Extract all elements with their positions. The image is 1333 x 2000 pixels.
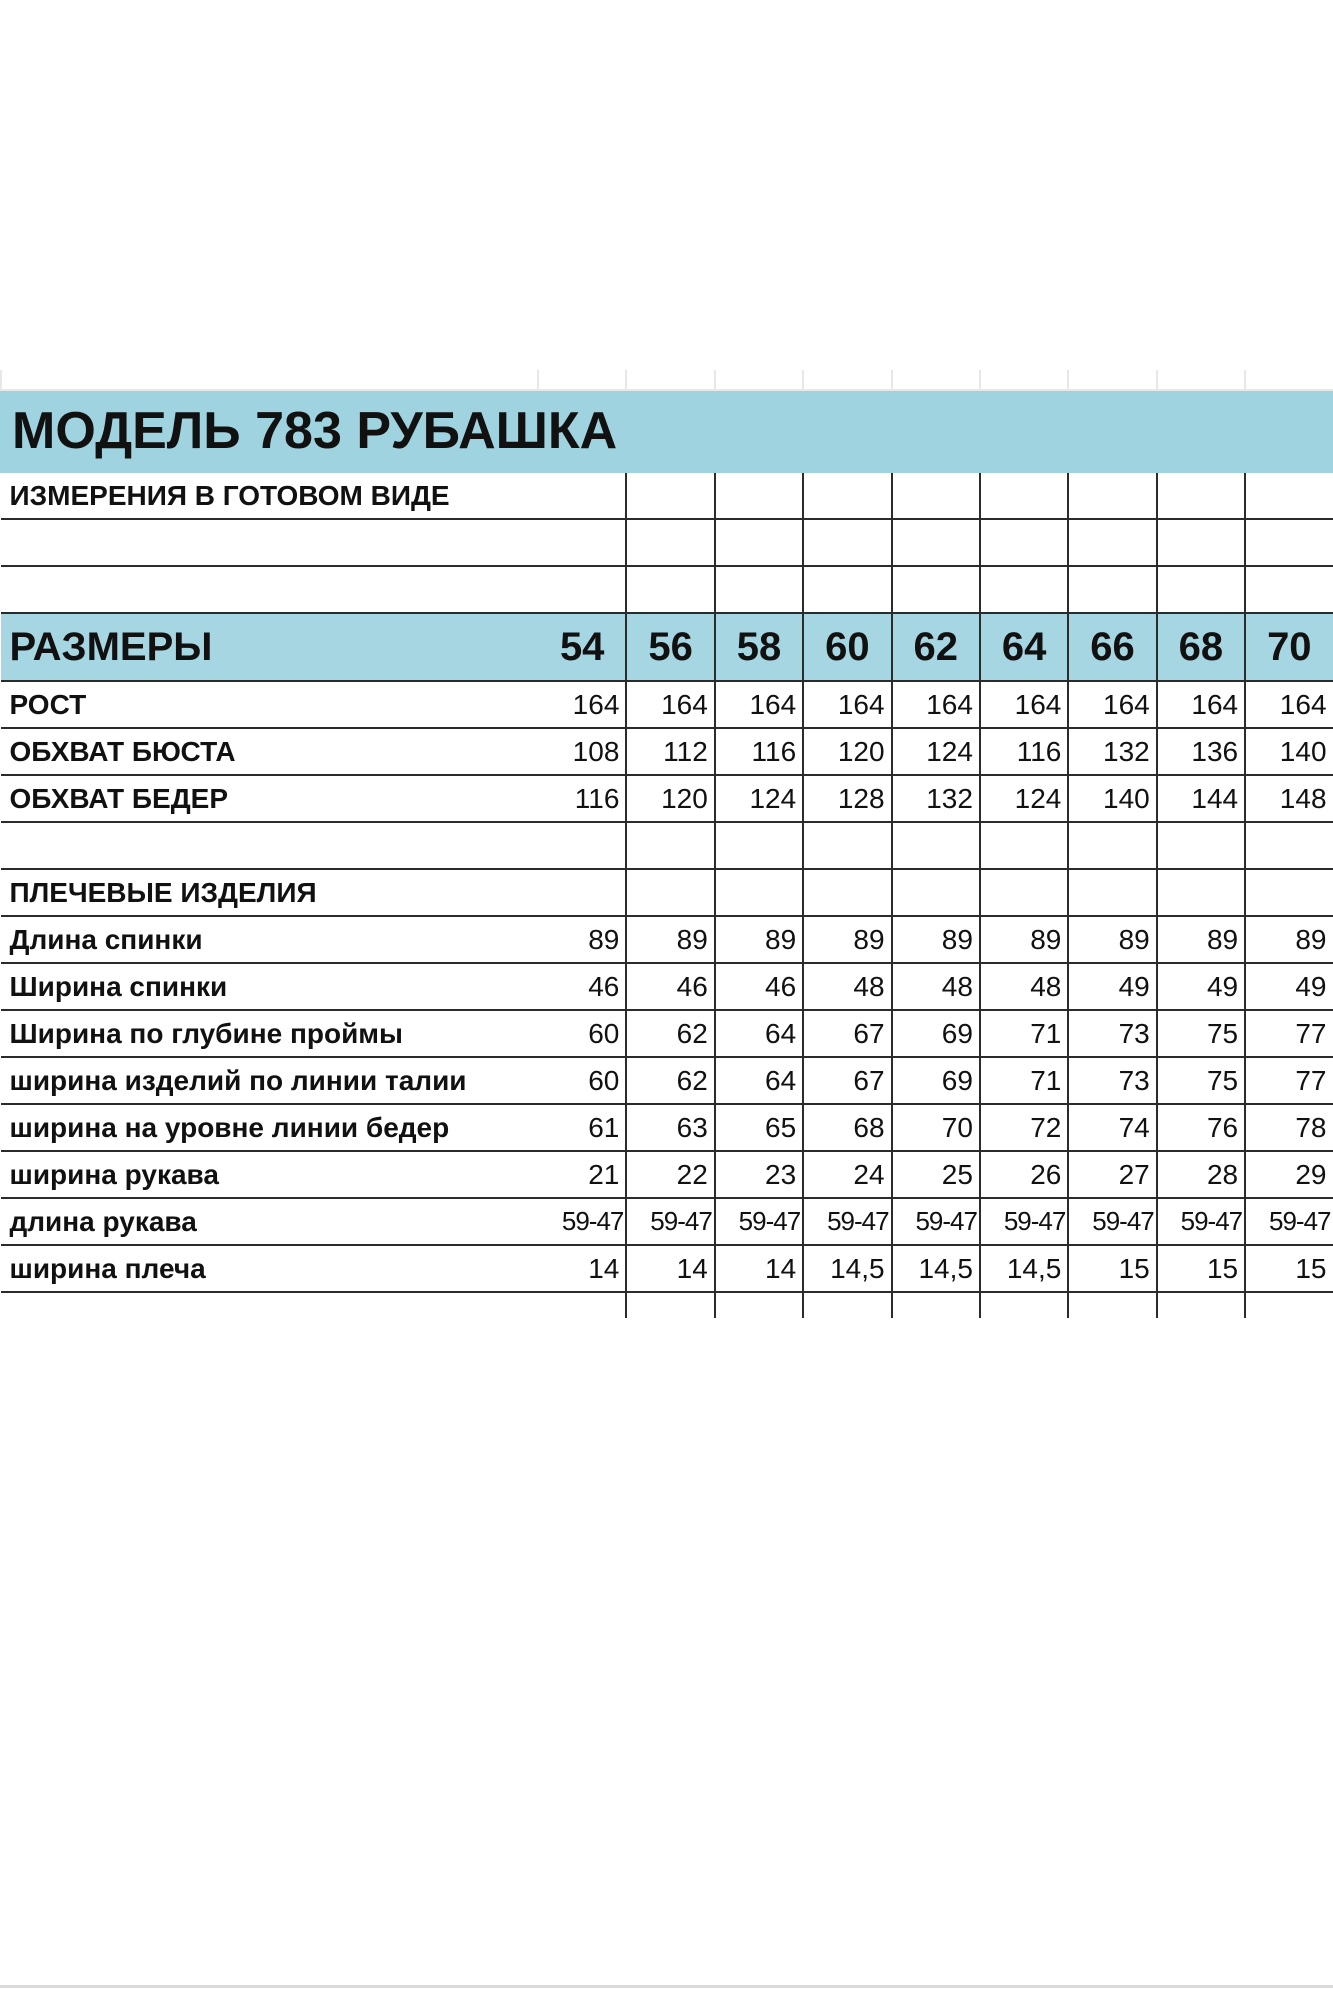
value-cell: 62 bbox=[626, 1057, 714, 1104]
value-cell: 14 bbox=[626, 1245, 714, 1292]
value-cell: 89 bbox=[1157, 916, 1245, 963]
table-row bbox=[1, 916, 1333, 963]
value-cell: 164 bbox=[1157, 681, 1245, 728]
sizes-label: РАЗМЕРЫ bbox=[1, 613, 538, 681]
empty-cell bbox=[1068, 822, 1156, 869]
value-cell: 132 bbox=[892, 775, 980, 822]
table-row bbox=[1, 1151, 1333, 1198]
empty-cell bbox=[980, 1292, 1068, 1318]
empty-cell bbox=[538, 869, 626, 916]
empty-cell bbox=[892, 472, 980, 519]
value-cell: 59-47 bbox=[626, 1198, 714, 1245]
empty-label-cell bbox=[1, 822, 538, 869]
size-header-cell: 54 bbox=[538, 613, 626, 681]
empty-cell bbox=[892, 1292, 980, 1318]
value-cell: 71 bbox=[980, 1010, 1068, 1057]
value-cell: 89 bbox=[715, 916, 803, 963]
grid-cell bbox=[1068, 370, 1156, 390]
value-cell: 14 bbox=[715, 1245, 803, 1292]
empty-cell bbox=[803, 519, 891, 566]
value-cell: 14,5 bbox=[980, 1245, 1068, 1292]
value-cell: 14,5 bbox=[803, 1245, 891, 1292]
value-cell: 124 bbox=[980, 775, 1068, 822]
value-cell: 49 bbox=[1157, 963, 1245, 1010]
value-cell: 23 bbox=[715, 1151, 803, 1198]
empty-cell bbox=[1157, 822, 1245, 869]
value-cell: 89 bbox=[538, 916, 626, 963]
size-header-cell: 64 bbox=[980, 613, 1068, 681]
empty-cell bbox=[803, 472, 891, 519]
value-cell: 60 bbox=[538, 1057, 626, 1104]
empty-cell bbox=[626, 869, 714, 916]
section-label: ПЛЕЧЕВЫЕ ИЗДЕЛИЯ bbox=[1, 869, 538, 916]
empty-cell bbox=[1068, 869, 1156, 916]
empty-cell bbox=[1068, 519, 1156, 566]
row-label: Ширина спинки bbox=[1, 963, 538, 1010]
value-cell: 108 bbox=[538, 728, 626, 775]
empty-cell bbox=[538, 1292, 626, 1318]
row-label: ширина на уровне линии бедер bbox=[1, 1104, 538, 1151]
grid-cell bbox=[626, 370, 714, 390]
empty-cell bbox=[980, 822, 1068, 869]
empty-cell bbox=[1068, 566, 1156, 613]
value-cell: 75 bbox=[1157, 1010, 1245, 1057]
value-cell: 120 bbox=[626, 775, 714, 822]
value-cell: 77 bbox=[1245, 1057, 1333, 1104]
value-cell: 164 bbox=[980, 681, 1068, 728]
empty-label-cell bbox=[1, 519, 538, 566]
value-cell: 164 bbox=[715, 681, 803, 728]
value-cell: 70 bbox=[892, 1104, 980, 1151]
blank-row bbox=[1, 822, 1333, 869]
value-cell: 148 bbox=[1245, 775, 1333, 822]
row-label: ширина изделий по линии талии bbox=[1, 1057, 538, 1104]
empty-cell bbox=[1157, 1292, 1245, 1318]
value-cell: 74 bbox=[1068, 1104, 1156, 1151]
empty-cell bbox=[538, 566, 626, 613]
value-cell: 28 bbox=[1157, 1151, 1245, 1198]
value-cell: 15 bbox=[1245, 1245, 1333, 1292]
value-cell: 59-47 bbox=[803, 1198, 891, 1245]
empty-cell bbox=[626, 566, 714, 613]
value-cell: 60 bbox=[538, 1010, 626, 1057]
row-label: Длина спинки bbox=[1, 916, 538, 963]
grid-cell bbox=[1, 370, 538, 390]
value-cell: 27 bbox=[1068, 1151, 1156, 1198]
empty-cell bbox=[626, 472, 714, 519]
grid-cell bbox=[1245, 370, 1333, 390]
empty-cell bbox=[892, 566, 980, 613]
value-cell: 59-47 bbox=[980, 1198, 1068, 1245]
value-cell: 22 bbox=[626, 1151, 714, 1198]
size-header-cell: 70 bbox=[1245, 613, 1333, 681]
empty-cell bbox=[1245, 566, 1333, 613]
value-cell: 15 bbox=[1157, 1245, 1245, 1292]
value-cell: 61 bbox=[538, 1104, 626, 1151]
size-header-cell: 60 bbox=[803, 613, 891, 681]
value-cell: 136 bbox=[1157, 728, 1245, 775]
value-cell: 164 bbox=[626, 681, 714, 728]
value-cell: 128 bbox=[803, 775, 891, 822]
blank-row bbox=[1, 566, 1333, 613]
value-cell: 64 bbox=[715, 1010, 803, 1057]
value-cell: 63 bbox=[626, 1104, 714, 1151]
empty-cell bbox=[803, 566, 891, 613]
value-cell: 24 bbox=[803, 1151, 891, 1198]
model-title: МОДЕЛЬ 783 РУБАШКА bbox=[1, 390, 1333, 472]
empty-cell bbox=[892, 519, 980, 566]
value-cell: 112 bbox=[626, 728, 714, 775]
value-cell: 144 bbox=[1157, 775, 1245, 822]
value-cell: 46 bbox=[538, 963, 626, 1010]
empty-cell bbox=[1245, 472, 1333, 519]
empty-cell bbox=[803, 822, 891, 869]
truncated-row bbox=[1, 1292, 1333, 1318]
size-header-cell: 62 bbox=[892, 613, 980, 681]
value-cell: 120 bbox=[803, 728, 891, 775]
value-cell: 164 bbox=[1068, 681, 1156, 728]
section-row bbox=[1, 869, 1333, 916]
empty-cell bbox=[1245, 1292, 1333, 1318]
subtitle-row bbox=[1, 472, 1333, 519]
row-label: ширина рукава bbox=[1, 1151, 538, 1198]
value-cell: 67 bbox=[803, 1057, 891, 1104]
value-cell: 78 bbox=[1245, 1104, 1333, 1151]
value-cell: 46 bbox=[715, 963, 803, 1010]
table-row bbox=[1, 1245, 1333, 1292]
empty-cell bbox=[892, 869, 980, 916]
empty-cell bbox=[1157, 472, 1245, 519]
size-chart-table bbox=[0, 370, 1333, 1318]
grid-top-row bbox=[1, 370, 1333, 390]
empty-cell bbox=[803, 1292, 891, 1318]
empty-cell bbox=[538, 519, 626, 566]
size-header-cell: 56 bbox=[626, 613, 714, 681]
empty-cell bbox=[1157, 519, 1245, 566]
row-label: РОСТ bbox=[1, 681, 538, 728]
empty-cell bbox=[1157, 566, 1245, 613]
value-cell: 124 bbox=[892, 728, 980, 775]
value-cell: 89 bbox=[892, 916, 980, 963]
empty-cell bbox=[626, 519, 714, 566]
value-cell: 116 bbox=[980, 728, 1068, 775]
value-cell: 132 bbox=[1068, 728, 1156, 775]
table-row bbox=[1, 963, 1333, 1010]
empty-cell bbox=[538, 472, 626, 519]
size-chart-sheet bbox=[0, 370, 1333, 1318]
measurements-subtitle: ИЗМЕРЕНИЯ В ГОТОВОМ ВИДЕ bbox=[1, 472, 538, 519]
empty-cell bbox=[892, 822, 980, 869]
empty-cell bbox=[715, 822, 803, 869]
empty-cell bbox=[626, 1292, 714, 1318]
grid-cell bbox=[538, 370, 626, 390]
value-cell: 48 bbox=[980, 963, 1068, 1010]
row-label: ОБХВАТ БЕДЕР bbox=[1, 775, 538, 822]
table-row bbox=[1, 728, 1333, 775]
value-cell: 59-47 bbox=[715, 1198, 803, 1245]
value-cell: 29 bbox=[1245, 1151, 1333, 1198]
table-row bbox=[1, 1010, 1333, 1057]
table-row bbox=[1, 1057, 1333, 1104]
value-cell: 69 bbox=[892, 1010, 980, 1057]
row-label: Ширина по глубине проймы bbox=[1, 1010, 538, 1057]
value-cell: 26 bbox=[980, 1151, 1068, 1198]
value-cell: 89 bbox=[980, 916, 1068, 963]
table-row bbox=[1, 1198, 1333, 1245]
empty-cell bbox=[715, 472, 803, 519]
value-cell: 21 bbox=[538, 1151, 626, 1198]
value-cell: 59-47 bbox=[1068, 1198, 1156, 1245]
value-cell: 124 bbox=[715, 775, 803, 822]
grid-cell bbox=[1157, 370, 1245, 390]
title-row bbox=[1, 390, 1333, 472]
blank-row bbox=[1, 519, 1333, 566]
value-cell: 77 bbox=[1245, 1010, 1333, 1057]
value-cell: 59-47 bbox=[1157, 1198, 1245, 1245]
value-cell: 76 bbox=[1157, 1104, 1245, 1151]
value-cell: 25 bbox=[892, 1151, 980, 1198]
empty-cell bbox=[715, 566, 803, 613]
empty-cell bbox=[626, 822, 714, 869]
value-cell: 71 bbox=[980, 1057, 1068, 1104]
table-row bbox=[1, 681, 1333, 728]
empty-cell bbox=[980, 566, 1068, 613]
row-label: ширина плеча bbox=[1, 1245, 538, 1292]
size-header-cell: 66 bbox=[1068, 613, 1156, 681]
sizes-row bbox=[1, 613, 1333, 681]
value-cell: 59-47 bbox=[1245, 1198, 1333, 1245]
value-cell: 73 bbox=[1068, 1057, 1156, 1104]
value-cell: 164 bbox=[1245, 681, 1333, 728]
value-cell: 59-47 bbox=[892, 1198, 980, 1245]
value-cell: 89 bbox=[1245, 916, 1333, 963]
grid-cell bbox=[715, 370, 803, 390]
table-row bbox=[1, 1104, 1333, 1151]
value-cell: 164 bbox=[803, 681, 891, 728]
value-cell: 67 bbox=[803, 1010, 891, 1057]
empty-cell bbox=[1068, 472, 1156, 519]
row-label: ОБХВАТ БЮСТА bbox=[1, 728, 538, 775]
table-row bbox=[1, 775, 1333, 822]
empty-cell bbox=[1245, 822, 1333, 869]
empty-label-cell bbox=[1, 566, 538, 613]
empty-cell bbox=[980, 869, 1068, 916]
value-cell: 116 bbox=[538, 775, 626, 822]
value-cell: 69 bbox=[892, 1057, 980, 1104]
value-cell: 75 bbox=[1157, 1057, 1245, 1104]
value-cell: 72 bbox=[980, 1104, 1068, 1151]
value-cell: 164 bbox=[892, 681, 980, 728]
empty-cell bbox=[980, 519, 1068, 566]
value-cell: 68 bbox=[803, 1104, 891, 1151]
value-cell: 64 bbox=[715, 1057, 803, 1104]
value-cell: 116 bbox=[715, 728, 803, 775]
empty-label-cell bbox=[1, 1292, 538, 1318]
value-cell: 140 bbox=[1245, 728, 1333, 775]
empty-cell bbox=[1245, 869, 1333, 916]
size-header-cell: 68 bbox=[1157, 613, 1245, 681]
value-cell: 164 bbox=[538, 681, 626, 728]
value-cell: 48 bbox=[803, 963, 891, 1010]
value-cell: 73 bbox=[1068, 1010, 1156, 1057]
value-cell: 140 bbox=[1068, 775, 1156, 822]
size-header-cell: 58 bbox=[715, 613, 803, 681]
empty-cell bbox=[1068, 1292, 1156, 1318]
value-cell: 89 bbox=[626, 916, 714, 963]
empty-cell bbox=[538, 822, 626, 869]
value-cell: 59-47 bbox=[538, 1198, 626, 1245]
grid-cell bbox=[803, 370, 891, 390]
empty-cell bbox=[1245, 519, 1333, 566]
empty-cell bbox=[715, 519, 803, 566]
value-cell: 49 bbox=[1245, 963, 1333, 1010]
row-label: длина рукава bbox=[1, 1198, 538, 1245]
value-cell: 62 bbox=[626, 1010, 714, 1057]
value-cell: 48 bbox=[892, 963, 980, 1010]
empty-cell bbox=[1157, 869, 1245, 916]
grid-cell bbox=[892, 370, 980, 390]
value-cell: 14,5 bbox=[892, 1245, 980, 1292]
value-cell: 49 bbox=[1068, 963, 1156, 1010]
empty-cell bbox=[715, 1292, 803, 1318]
value-cell: 89 bbox=[803, 916, 891, 963]
empty-cell bbox=[715, 869, 803, 916]
empty-cell bbox=[980, 472, 1068, 519]
value-cell: 89 bbox=[1068, 916, 1156, 963]
value-cell: 15 bbox=[1068, 1245, 1156, 1292]
page-bottom-rule bbox=[0, 1985, 1333, 1988]
value-cell: 14 bbox=[538, 1245, 626, 1292]
empty-cell bbox=[803, 869, 891, 916]
value-cell: 65 bbox=[715, 1104, 803, 1151]
value-cell: 46 bbox=[626, 963, 714, 1010]
grid-cell bbox=[980, 370, 1068, 390]
